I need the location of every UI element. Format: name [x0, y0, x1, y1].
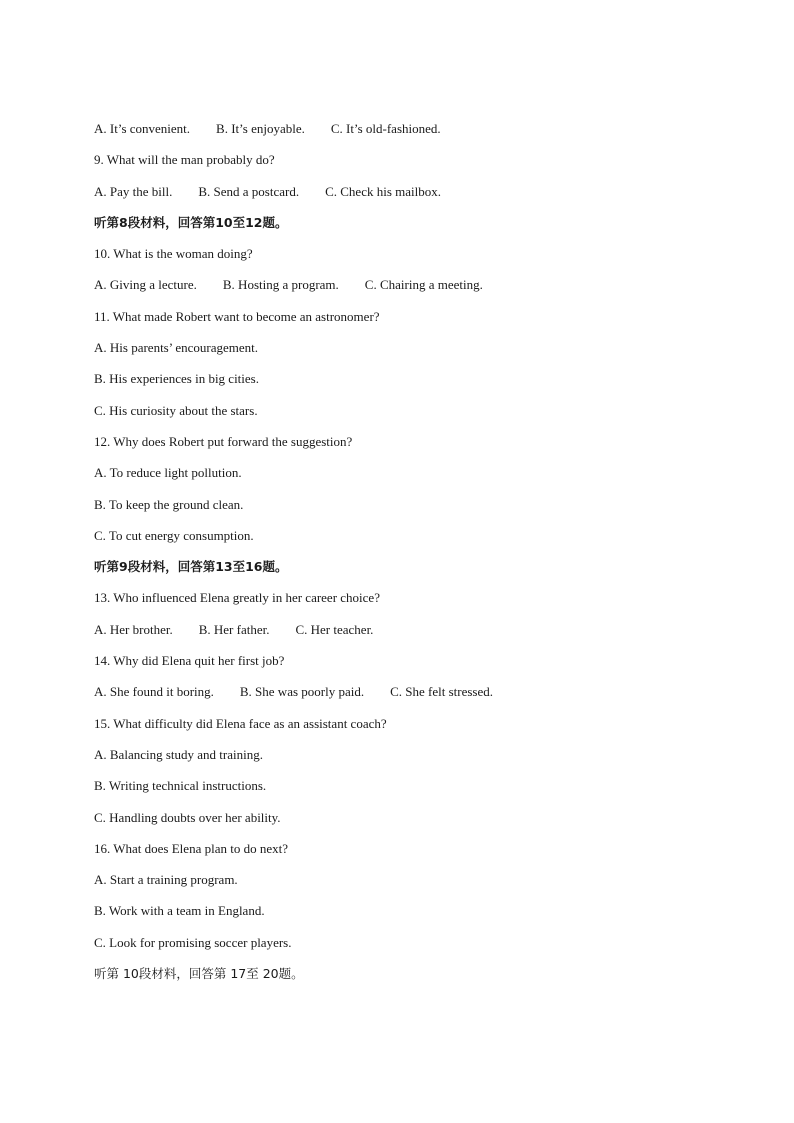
question-12: 12. Why does Robert put forward the suggestion? [94, 433, 353, 449]
option: B. Writing technical instructions. [94, 778, 267, 794]
option: C. She felt stressed. [390, 684, 494, 700]
option: A. Start a training program. [94, 872, 238, 888]
q10-options [94, 274, 734, 305]
question-16: 16. What does Elena plan to do next? [94, 840, 288, 856]
section-heading-8: 听第8段材料，回答第10至12题。 [94, 214, 288, 230]
question-13: 13. Who influenced Elena greatly in her career choice? [94, 590, 380, 606]
option: C. To cut energy consumption. [94, 527, 254, 543]
q9-options [94, 181, 734, 212]
question-9: 9. What will the man probably do? [94, 152, 275, 168]
option: C. His curiosity about the stars. [94, 402, 258, 418]
exam-page [94, 118, 734, 994]
option: A. His parents’ encouragement. [94, 340, 259, 356]
option: A. She found it boring. [94, 684, 214, 700]
q13-options [94, 619, 734, 650]
option: A. Balancing study and training. [94, 746, 263, 762]
question-11: 11. What made Robert want to become an astronomer? [94, 308, 380, 324]
option: B. It’s enjoyable. [216, 121, 305, 136]
section-heading-9: 听第9段材料，回答第13至16题。 [94, 559, 288, 575]
option: B. She was poorly paid. [239, 684, 365, 700]
option: C. Handling doubts over her ability. [94, 809, 281, 825]
question-15: 15. What difficulty did Elena face as an assistant coach? [94, 715, 387, 731]
option: A. To reduce light pollution. [94, 465, 242, 481]
option: B. Her father. [198, 621, 270, 637]
option: C. Check his mailbox. [325, 183, 442, 199]
option: B. Hosting a program. [222, 277, 339, 293]
q14-options [94, 681, 734, 712]
question-10: 10. What is the woman doing? [94, 246, 253, 262]
option: A. It’s convenient. [94, 121, 191, 136]
option: B. To keep the ground clean. [94, 496, 244, 512]
section-heading-10: 听第 10段材料，回答第 17至 20题。 [94, 966, 304, 982]
option: A. Her brother. [94, 621, 173, 637]
option: B. Send a postcard. [198, 183, 300, 199]
q8-options [94, 118, 734, 149]
option: C. Chairing a meeting. [364, 277, 483, 293]
option: A. Giving a lecture. [94, 277, 197, 293]
option: C. Look for promising soccer players. [94, 934, 292, 950]
option: C. It’s old-fashioned. [330, 121, 441, 136]
option: C. Her teacher. [295, 621, 374, 637]
option: A. Pay the bill. [94, 183, 173, 199]
option: B. His experiences in big cities. [94, 371, 259, 387]
question-14: 14. Why did Elena quit her first job? [94, 653, 285, 669]
option: B. Work with a team in England. [94, 903, 265, 919]
